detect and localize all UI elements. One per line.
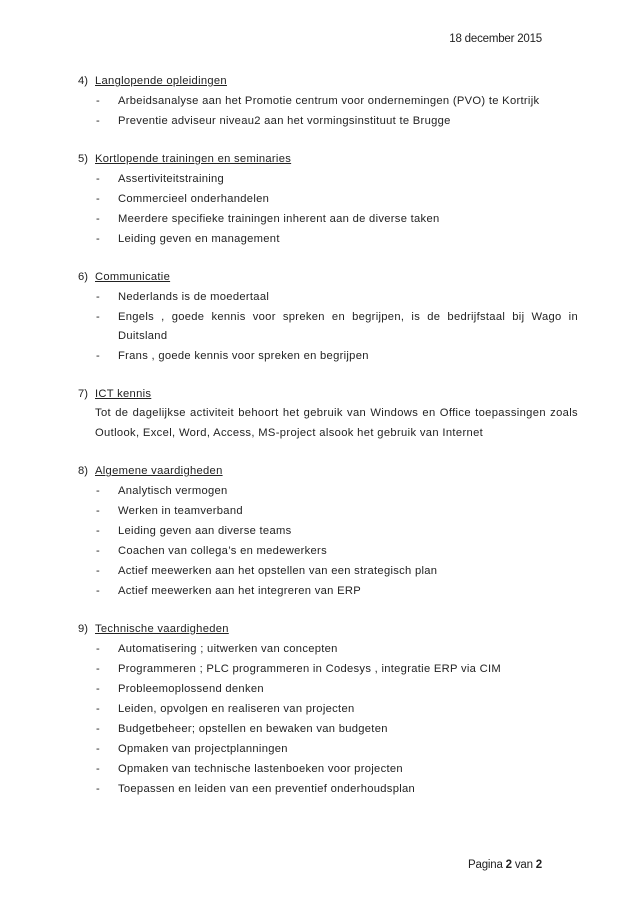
section bbox=[78, 72, 578, 131]
bullet-dash: - bbox=[96, 213, 101, 225]
bullet-dash: - bbox=[96, 683, 101, 695]
list-item bbox=[78, 740, 578, 759]
section bbox=[78, 620, 578, 799]
list-item bbox=[78, 760, 578, 779]
list-item bbox=[78, 720, 578, 739]
list-item bbox=[78, 502, 578, 521]
section-title: Technische vaardigheden bbox=[95, 623, 229, 635]
list-item-text: Budgetbeheer; opstellen en bewaken van budgeten bbox=[118, 723, 388, 735]
list-item bbox=[78, 780, 578, 799]
bullet-dash: - bbox=[96, 193, 101, 205]
bullet-dash: - bbox=[96, 585, 101, 597]
section-number: 4) bbox=[78, 75, 88, 87]
list-item-text: Analytisch vermogen bbox=[118, 485, 228, 497]
list-item-text: Programmeren ; PLC programmeren in Codesys , integratie ERP via CIM bbox=[118, 663, 502, 675]
section-title: Algemene vaardigheden bbox=[95, 465, 223, 477]
section-number: 5) bbox=[78, 153, 88, 165]
list-item bbox=[78, 660, 578, 679]
page-date: 18 december 2015 bbox=[449, 33, 542, 45]
list-item-text: Toepassen en leiden van een preventief onderhoudsplan bbox=[118, 783, 416, 795]
footer-current-page: 2 bbox=[505, 859, 512, 871]
footer-separator: van bbox=[514, 859, 533, 871]
list-item-text: Leiden, opvolgen en realiseren van projecten bbox=[118, 703, 355, 715]
bullet-list bbox=[78, 92, 578, 131]
bullet-dash: - bbox=[96, 233, 101, 245]
list-item-text: Engels , goede kennis voor spreken en begrijpen, is de bedrijfstaal bij Wago in Duitsland bbox=[118, 311, 578, 342]
bullet-list bbox=[78, 482, 578, 601]
section-title: ICT kennis bbox=[95, 388, 152, 400]
section-heading bbox=[78, 462, 578, 481]
list-item-text: Leiding geven en management bbox=[118, 233, 280, 245]
list-item-text: Arbeidsanalyse aan het Promotie centrum voor ondernemingen (PVO) te Kortrijk bbox=[118, 95, 540, 107]
bullet-dash: - bbox=[96, 95, 101, 107]
list-item-text: Opmaken van projectplanningen bbox=[118, 743, 288, 755]
bullet-list bbox=[78, 640, 578, 799]
list-item bbox=[78, 92, 578, 111]
list-item bbox=[78, 582, 578, 601]
list-item bbox=[78, 308, 578, 346]
list-item bbox=[78, 230, 578, 249]
bullet-list bbox=[78, 288, 578, 366]
list-item-text: Nederlands is de moedertaal bbox=[118, 291, 270, 303]
section-heading bbox=[78, 72, 578, 91]
list-item-text: Opmaken van technische lastenboeken voor projecten bbox=[118, 763, 403, 775]
list-item-text: Meerdere specifieke trainingen inherent aan de diverse taken bbox=[118, 213, 440, 225]
list-item-text: Preventie adviseur niveau2 aan het vormingsinstituut te Brugge bbox=[118, 115, 451, 127]
bullet-dash: - bbox=[96, 173, 101, 185]
list-item bbox=[78, 347, 578, 366]
bullet-dash: - bbox=[96, 311, 101, 323]
section-title: Langlopende opleidingen bbox=[95, 75, 227, 87]
document-body bbox=[78, 72, 578, 818]
bullet-dash: - bbox=[96, 505, 101, 517]
bullet-dash: - bbox=[96, 545, 101, 557]
section-heading bbox=[78, 268, 578, 287]
section bbox=[78, 150, 578, 249]
bullet-list bbox=[78, 170, 578, 249]
section-paragraph: Tot de dagelijkse activiteit behoort het gebruik van Windows en Office toepassingen zoals Outlook, Excel, Word, Access, MS-project alsook het gebruik van Internet bbox=[95, 407, 578, 439]
section-heading bbox=[78, 150, 578, 169]
list-item-text: Automatisering ; uitwerken van concepten bbox=[118, 643, 338, 655]
list-item bbox=[78, 210, 578, 229]
list-item bbox=[78, 112, 578, 131]
section-title: Kortlopende trainingen en seminaries bbox=[95, 153, 292, 165]
bullet-dash: - bbox=[96, 565, 101, 577]
section-number: 9) bbox=[78, 623, 88, 635]
bullet-dash: - bbox=[96, 723, 101, 735]
bullet-dash: - bbox=[96, 703, 101, 715]
bullet-dash: - bbox=[96, 115, 101, 127]
page-footer bbox=[468, 859, 542, 871]
section-number: 6) bbox=[78, 271, 88, 283]
list-item bbox=[78, 482, 578, 501]
list-item-text: Probleemoplossend denken bbox=[118, 683, 264, 695]
list-item-text: Actief meewerken aan het integreren van ERP bbox=[118, 585, 361, 597]
list-item bbox=[78, 522, 578, 541]
list-item-text: Actief meewerken aan het opstellen van een strategisch plan bbox=[118, 565, 438, 577]
bullet-dash: - bbox=[96, 643, 101, 655]
footer-prefix: Pagina bbox=[468, 859, 503, 871]
list-item bbox=[78, 542, 578, 561]
list-item bbox=[78, 562, 578, 581]
list-item bbox=[78, 190, 578, 209]
bullet-dash: - bbox=[96, 763, 101, 775]
list-item bbox=[78, 680, 578, 699]
list-item bbox=[78, 640, 578, 659]
section-heading bbox=[78, 620, 578, 639]
bullet-dash: - bbox=[96, 485, 101, 497]
section bbox=[78, 385, 578, 443]
footer-total-pages: 2 bbox=[535, 859, 542, 871]
section bbox=[78, 462, 578, 601]
bullet-dash: - bbox=[96, 350, 101, 362]
bullet-dash: - bbox=[96, 663, 101, 675]
list-item bbox=[78, 288, 578, 307]
list-item bbox=[78, 700, 578, 719]
list-item bbox=[78, 170, 578, 189]
bullet-dash: - bbox=[96, 743, 101, 755]
list-item-text: Leiding geven aan diverse teams bbox=[118, 525, 292, 537]
list-item-text: Coachen van collega’s en medewerkers bbox=[118, 545, 327, 557]
bullet-dash: - bbox=[96, 783, 101, 795]
list-item-text: Werken in teamverband bbox=[118, 505, 243, 517]
section bbox=[78, 268, 578, 366]
bullet-dash: - bbox=[96, 291, 101, 303]
section-title: Communicatie bbox=[95, 271, 171, 283]
bullet-dash: - bbox=[96, 525, 101, 537]
section-number: 8) bbox=[78, 465, 88, 477]
list-item-text: Frans , goede kennis voor spreken en begrijpen bbox=[118, 350, 369, 362]
list-item-text: Commercieel onderhandelen bbox=[118, 193, 270, 205]
list-item-text: Assertiviteitstraining bbox=[118, 173, 225, 185]
section-heading bbox=[78, 385, 578, 404]
section-number: 7) bbox=[78, 388, 88, 400]
